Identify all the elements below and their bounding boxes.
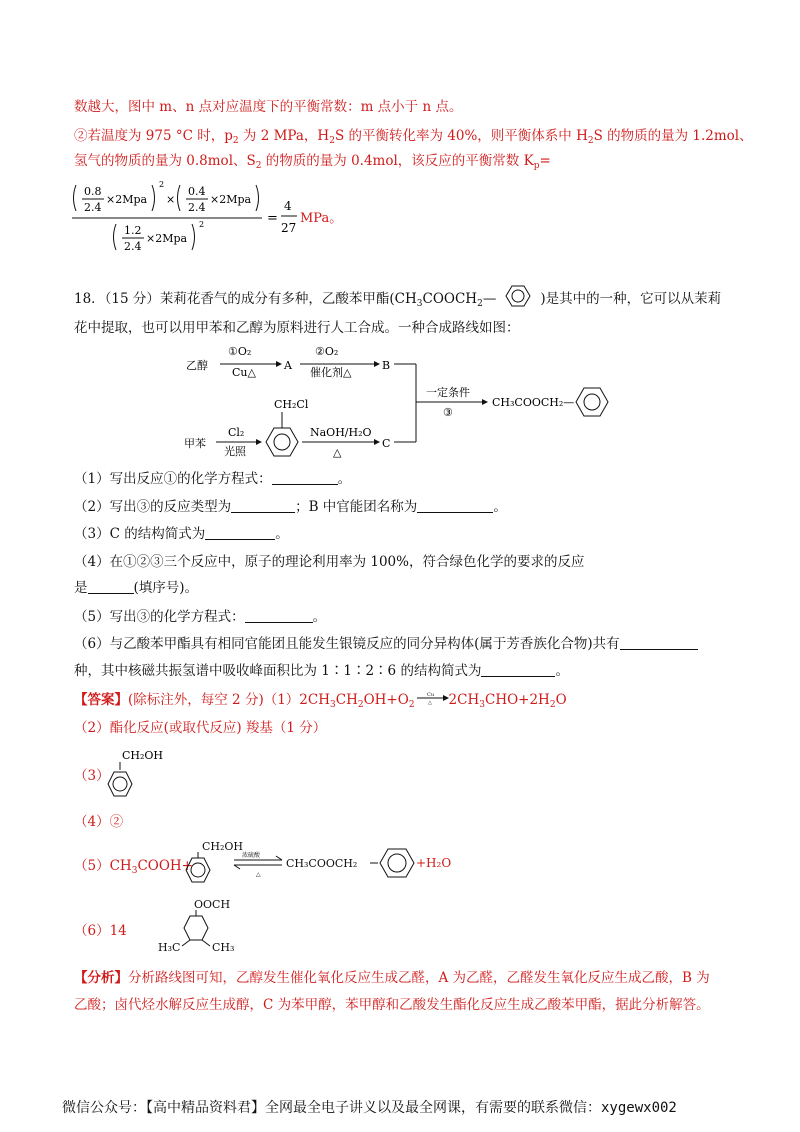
q18-sub-1: （1）写出反应①的化学方程式： 。	[74, 471, 352, 487]
q18-sub-4b: 是 (填序号)。	[74, 580, 199, 596]
answer-line-2: （2）酯化反应(或取代反应) 羧基（1 分）	[74, 720, 327, 736]
route-naoh: NaOH/H₂O	[310, 426, 372, 439]
paren-open-1	[74, 185, 77, 211]
q18-sub-6b: 种，其中核磁共振氢谱中吸收峰面积比为 1∶1∶2∶6 的结构简式为 。	[74, 663, 569, 679]
a6-right-methyl: CH₃	[212, 941, 235, 954]
product-benzene-ring-icon	[576, 388, 608, 416]
q18-sub-5: （5）写出③的化学方程式： 。	[74, 609, 327, 625]
answer-line-5: $(5)CH_3COOH+$	[74, 858, 193, 876]
sq-3: 2	[199, 220, 205, 229]
route-C: C	[382, 437, 391, 450]
answer-line-3: （3）	[74, 768, 110, 784]
paren-open-3	[114, 224, 117, 250]
result-den: 27	[281, 221, 297, 235]
paren-close-1	[152, 185, 155, 211]
route-r1-top: ①O₂	[228, 345, 252, 358]
blank-4[interactable]	[88, 579, 134, 594]
frac3-den: 2.4	[124, 240, 142, 253]
analysis-line-2: 乙酸；卤代烃水解反应生成醇，C 为苯甲醇，苯甲醇和乙酸发生酯化反应生成乙酸苯甲酯，据此分析解答。	[74, 997, 710, 1013]
answer-5-equation	[178, 838, 498, 892]
route-A: A	[284, 359, 292, 372]
route-B: B	[382, 359, 391, 372]
q18-sub-2: （2）写出③的反应类型为 ；B 中官能团名称为 。	[74, 499, 507, 515]
analysis-line-1: 【分析】分析路线图可知，乙醇发生催化氧化反应生成乙醛，A 为乙醛，乙醛发生氧化反应生成乙酸，B 为	[74, 970, 710, 986]
q18-sub-6a: （6）与乙酸苯甲酯具有相同官能团且能发生银镜反应的同分异构体(属于芳香族化合物)共有	[74, 635, 698, 653]
result-num: 4	[284, 199, 292, 213]
route-cl2: Cl₂	[228, 426, 245, 439]
frac1-times: ×2Mpa	[106, 193, 148, 206]
frac1-den: 2.4	[84, 201, 102, 214]
footer-banner: 微信公众号：【高中精品资料君】全网最全电子讲义以及最全网课，有需要的联系微信：xygewx002	[62, 1100, 677, 1116]
answer-line-1: 【答案】(除标注外，每空 2 分)$(1)2CH_3CH_2OH+O_2$ Cu △ $2CH_3CHO+2H_2O$	[74, 692, 567, 710]
paren-close-2	[256, 185, 259, 211]
svg-text:△: △	[427, 700, 432, 705]
benzene-ring-icon	[108, 772, 132, 796]
route-ethanol: 乙醇	[186, 359, 208, 372]
prev-line-2: ②若温度为 975 °C 时，$p_2$ 为 2 MPa，$H_2S$ 的平衡转化率为 40%，则平衡体系中 $H_2S$ 的物质的量为 1.2mol、	[74, 128, 753, 146]
route-light: 光照	[224, 445, 246, 458]
frac2-times: ×2Mpa	[210, 193, 252, 206]
a5-product: CH₃COOCH₂	[286, 857, 358, 870]
a5-heat: △	[256, 871, 261, 878]
q18-stem-1: 18．（15 分）茉莉花香气的成分有多种，乙酸苯甲酯($CH_3COOCH_2—$ )是其中的一种，它可以从茉莉	[74, 285, 721, 313]
paren-close-3	[192, 224, 195, 250]
frac2-num: 0.4	[188, 185, 206, 198]
prev-line-3: 氢气的物质的量为 0.8mol、$S_2$ 的物质的量为 0.4mol，该反应的平衡常数 $K_p=$	[74, 153, 551, 171]
benzene-ring-inline-icon	[496, 285, 540, 303]
blank-1[interactable]	[272, 470, 338, 485]
route-r1-bottom: Cu△	[232, 366, 256, 379]
a6-benzene-ring-icon	[184, 916, 208, 940]
a6-left-methyl: H₃C	[158, 941, 181, 954]
sq-1: 2	[159, 180, 165, 189]
route-product: CH₃COOCH₂—	[492, 396, 575, 409]
route-condition: 一定条件	[426, 386, 470, 399]
frac3-num: 1.2	[124, 224, 142, 237]
route-r2-bottom: 催化剂△	[310, 366, 352, 379]
svg-text:CH₂OH: CH₂OH	[122, 749, 164, 762]
a5-ch2oh: CH₂OH	[202, 840, 244, 853]
route-r2-top: ②O₂	[315, 345, 339, 358]
paren-open-2	[178, 185, 181, 211]
kp-expression	[70, 176, 360, 258]
benzyl-chloride-ring-icon	[266, 428, 298, 456]
a5-benzene-ring-icon	[186, 858, 210, 882]
route-heat: △	[333, 446, 342, 459]
result-unit: MPa。	[300, 211, 343, 226]
blank-6a[interactable]	[620, 635, 698, 650]
answer-line-4: （4）②	[74, 814, 124, 830]
a6-ooch: OOCH	[194, 898, 231, 911]
blank-2b[interactable]	[417, 498, 493, 513]
route-toluene: 甲苯	[184, 437, 206, 450]
answer-line-6: （6）14	[74, 923, 127, 939]
blank-5[interactable]	[245, 608, 313, 623]
footer-wechat-id: xygewx002	[601, 1100, 677, 1116]
benzyl-alcohol-structure-3	[100, 748, 170, 806]
analysis-tag: 【分析】	[74, 970, 128, 986]
q18-stem-2: 花中提取，也可以用甲苯和乙醇为原料进行人工合成。一种合成路线如图：	[74, 320, 520, 336]
route-ch2cl: CH₂Cl	[274, 398, 309, 411]
prev-line-1: 数越大，图中 m、n 点对应温度下的平衡常数：m 点小于 n 点。	[74, 99, 463, 115]
frac3-times: ×2Mpa	[146, 232, 188, 245]
svg-text:Cu: Cu	[426, 692, 434, 698]
a5-cond: 浓硫酸	[242, 852, 261, 859]
blank-3[interactable]	[205, 525, 275, 540]
cu-arrow	[415, 691, 449, 705]
synthesis-route-diagram	[180, 340, 620, 465]
q18-sub-4a: （4）在①②③三个反应中，原子的理论利用率为 100%，符合绿色化学的要求的反应	[74, 554, 585, 570]
frac2-den: 2.4	[188, 201, 206, 214]
a5-water: +H₂O	[416, 856, 452, 870]
answer-tag: 【答案】	[74, 692, 128, 708]
answer-6-structure	[146, 896, 256, 958]
blank-6b[interactable]	[481, 662, 555, 677]
equals: =	[267, 211, 278, 226]
frac1-num: 0.8	[84, 185, 102, 198]
blank-2a[interactable]	[231, 498, 295, 513]
times-1: ×	[166, 193, 176, 206]
q18-sub-3: （3）C 的结构简式为 。	[74, 526, 289, 542]
a5-product-ring-icon	[380, 849, 414, 877]
route-r3: ③	[443, 406, 453, 419]
